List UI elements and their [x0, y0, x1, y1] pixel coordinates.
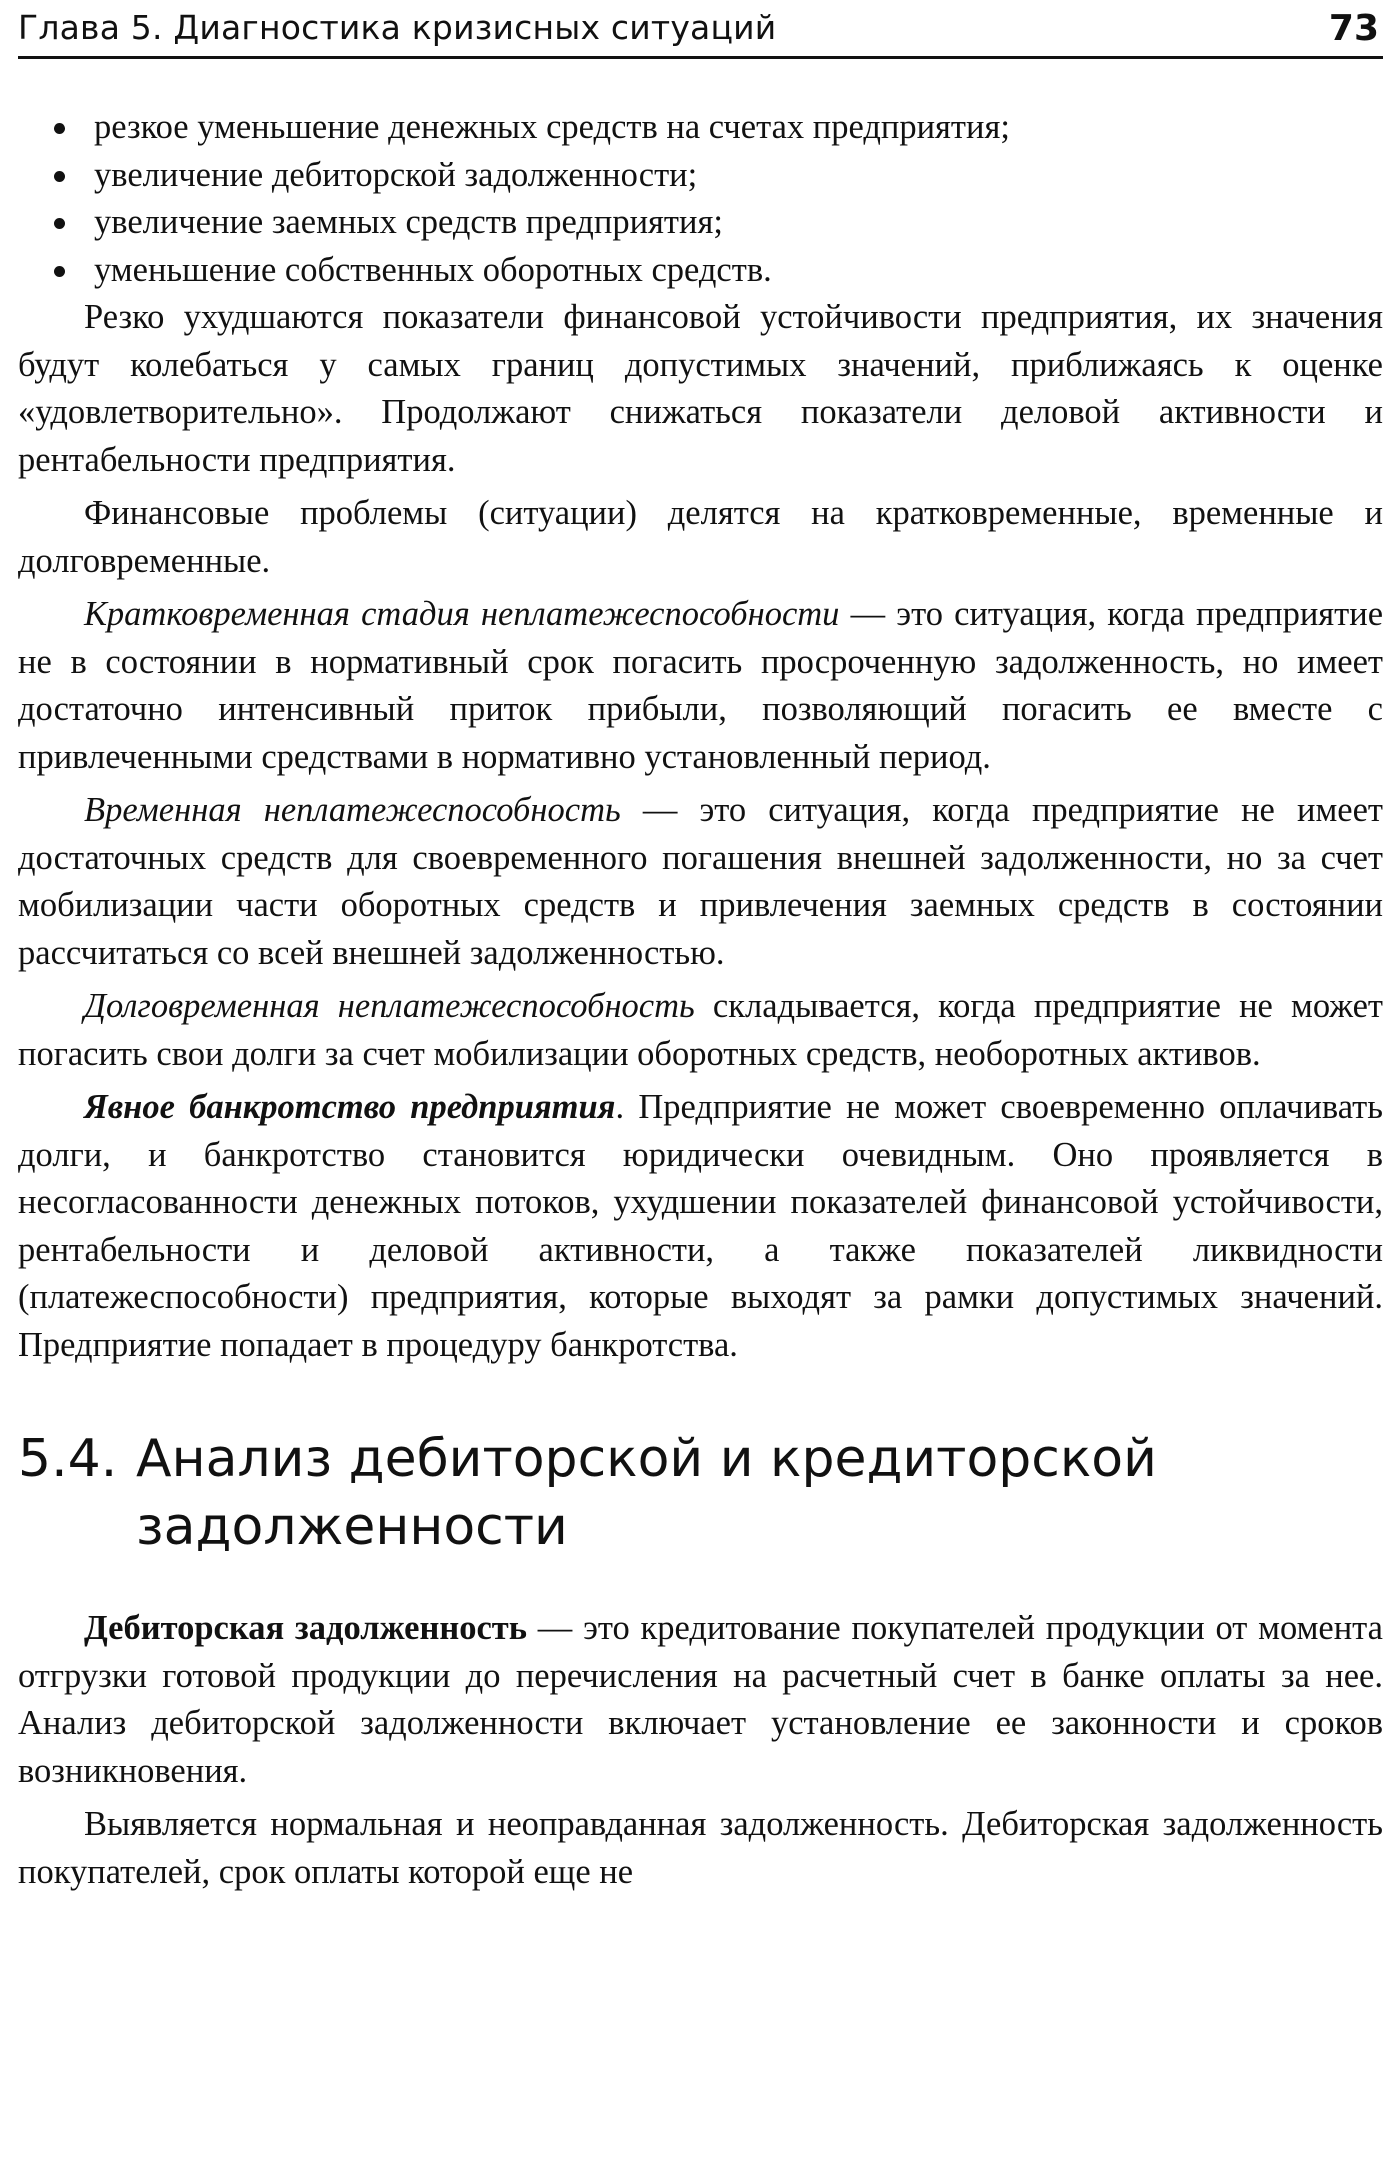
- page-body: [18, 104, 1383, 1896]
- paragraph-long-term-insolvency: Долговременная неплатежеспособность складывается, когда предприятие не может погасить свои долги за счет мобилизации оборотных средств, необоротных активов.: [18, 987, 1383, 1073]
- term-temporary: Временная неплатежеспособность: [84, 791, 621, 829]
- paragraph-receivables-analysis: Выявляется нормальная и неоправданная задолженность. Дебиторская задолженность покупателей, срок оплаты которой еще не: [18, 1805, 1383, 1891]
- section-heading: [18, 1425, 1383, 1561]
- bullet-dot-icon: [54, 171, 65, 182]
- term-long-term: Долговременная неплатежеспособность: [84, 987, 695, 1025]
- section-title-line2: задолженности: [136, 1497, 568, 1557]
- bullet-list: [18, 104, 1383, 294]
- term-explicit-bankruptcy: Явное банкротство предприятия: [84, 1088, 616, 1126]
- paragraph-explicit-bankruptcy: Явное банкротство предприятия. Предприятие не может своевременно оплачивать долги, и банкротство становится юридически очевидным. Оно проявляется в несогласованности денежных потоков, ухудшении показателей финансовой устойчивости, рентабельности и деловой активности, а также показателей ликвидности (платежеспособности) предприятия, которые выходят за рамки допустимых значений. Предприятие попадает в процедуру банкротства.: [18, 1088, 1383, 1364]
- bullet-dot-icon: [54, 218, 65, 229]
- book-page: [18, 0, 1383, 2170]
- section-title-line1: Анализ дебиторской и кредиторской: [136, 1429, 1157, 1489]
- paragraph-receivables-definition: Дебиторская задолженность — это кредитование покупателей продукции от момента отгрузки готовой продукции до перечисления на расчетный счет в банке оплаты за нее. Анализ дебиторской задолженности включает установление ее законности и сроков возникновения.: [18, 1609, 1383, 1790]
- running-head: [18, 6, 1383, 59]
- paragraph-short-term-insolvency: Кратковременная стадия неплатежеспособности — это ситуация, когда предприятие не в состоянии в нормативный срок погасить просроченную задолженность, но имеет достаточно интенсивный приток прибыли, позволяющий погасить ее вместе с привлеченными средствами в нормативно установленный период.: [18, 595, 1384, 776]
- term-short-term: Кратковременная стадия неплатежеспособности: [84, 595, 840, 633]
- section-number: 5.4.: [18, 1429, 118, 1489]
- paragraph-financial-stability: Резко ухудшаются показатели финансовой устойчивости предприятия, их значения будут колебаться у самых границ допустимых значений, приближаясь к оценке «удовлетворительно». Продолжают снижаться показатели деловой активности и рентабельности предприятия.: [18, 298, 1383, 479]
- term-receivables: Дебиторская задолженность: [84, 1609, 527, 1647]
- bullet-dot-icon: [54, 123, 65, 134]
- paragraph-temporary-insolvency: Временная неплатежеспособность — это ситуация, когда предприятие не имеет достаточных средств для своевременного погашения внешней задолженности, но за счет мобилизации части оборотных средств и привлечения заемных средств в состоянии рассчитаться со всей внешней задолженностью.: [18, 791, 1383, 972]
- bullet-item: увеличение заемных средств предприятия;: [94, 199, 1383, 247]
- chapter-title: Глава 5. Диагностика кризисных ситуаций: [18, 8, 777, 47]
- bullet-item: увеличение дебиторской задолженности;: [94, 152, 1383, 200]
- paragraph-financial-problems: Финансовые проблемы (ситуации) делятся на кратковременные, временные и долговременные.: [18, 494, 1383, 580]
- bullet-item: резкое уменьшение денежных средств на счетах предприятия;: [94, 104, 1383, 152]
- bullet-dot-icon: [54, 266, 65, 277]
- bullet-item: уменьшение собственных оборотных средств.: [94, 247, 1383, 295]
- page-number: 73: [1328, 8, 1379, 49]
